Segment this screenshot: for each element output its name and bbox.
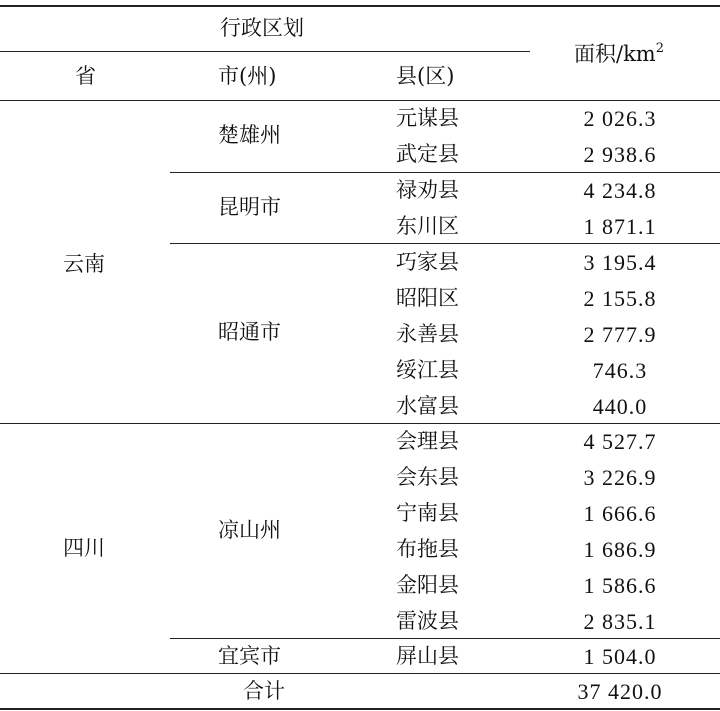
province-sichuan: 四川 xyxy=(63,536,105,560)
total-area: 37 420.0 xyxy=(577,679,663,704)
city-yibin: 宜宾市 xyxy=(218,644,281,668)
county-name: 金阳县 xyxy=(396,573,459,597)
header-county: 县(区) xyxy=(396,64,455,88)
county-name: 雷波县 xyxy=(396,609,459,633)
county-area: 1 871.1 xyxy=(583,214,657,239)
county-area: 2 777.9 xyxy=(583,322,657,347)
county-name: 元谋县 xyxy=(396,106,459,130)
county-name: 昭阳区 xyxy=(396,286,459,310)
county-area: 2 835.1 xyxy=(583,609,657,634)
header-city: 市(州) xyxy=(218,64,277,88)
county-area: 3 226.9 xyxy=(583,465,657,490)
county-name: 水富县 xyxy=(396,394,459,418)
county-area: 746.3 xyxy=(592,358,648,383)
county-name: 禄劝县 xyxy=(396,178,459,202)
county-area: 4 234.8 xyxy=(583,178,657,203)
county-name: 武定县 xyxy=(396,142,459,166)
county-area: 1 586.6 xyxy=(583,573,657,598)
chuxiong-kunming-rule xyxy=(170,172,720,173)
county-name: 东川区 xyxy=(396,214,459,238)
top-rule xyxy=(0,5,720,7)
city-zhaotong: 昭通市 xyxy=(218,320,281,344)
total-label: 合计 xyxy=(243,679,285,703)
county-area: 2 026.3 xyxy=(583,106,657,131)
header-province: 省 xyxy=(75,64,96,88)
yunnan-sichuan-rule xyxy=(0,423,720,424)
province-yunnan: 云南 xyxy=(63,252,105,276)
county-area: 3 195.4 xyxy=(583,250,657,275)
header-area-superscript: 2 xyxy=(655,41,664,56)
kunming-zhaotong-rule xyxy=(170,243,720,244)
total-top-rule xyxy=(0,673,720,674)
county-name: 会理县 xyxy=(396,429,459,453)
county-name: 宁南县 xyxy=(396,501,459,525)
city-kunming: 昆明市 xyxy=(218,195,281,219)
header-division: 行政区划 xyxy=(220,16,304,40)
header-area xyxy=(574,42,664,65)
city-liangshan: 凉山州 xyxy=(218,518,281,542)
county-area: 1 504.0 xyxy=(583,644,657,669)
bottom-rule xyxy=(0,708,720,710)
city-chuxiong: 楚雄州 xyxy=(218,123,281,147)
county-name: 绥江县 xyxy=(396,358,459,382)
county-name: 永善县 xyxy=(396,322,459,346)
county-area: 2 155.8 xyxy=(583,286,657,311)
county-name: 会东县 xyxy=(396,465,459,489)
liangshan-yibin-rule xyxy=(170,638,720,639)
county-name: 布拖县 xyxy=(396,537,459,561)
county-area: 4 527.7 xyxy=(583,429,657,454)
county-area: 1 666.6 xyxy=(583,501,657,526)
header-area-label: 面积/km xyxy=(574,42,656,66)
header-bottom-rule xyxy=(0,100,720,101)
county-name: 屏山县 xyxy=(396,644,459,668)
county-area: 2 938.6 xyxy=(583,142,657,167)
header-sub-rule xyxy=(0,51,530,52)
county-area: 440.0 xyxy=(592,394,648,419)
county-name: 巧家县 xyxy=(396,250,459,274)
county-area: 1 686.9 xyxy=(583,537,657,562)
